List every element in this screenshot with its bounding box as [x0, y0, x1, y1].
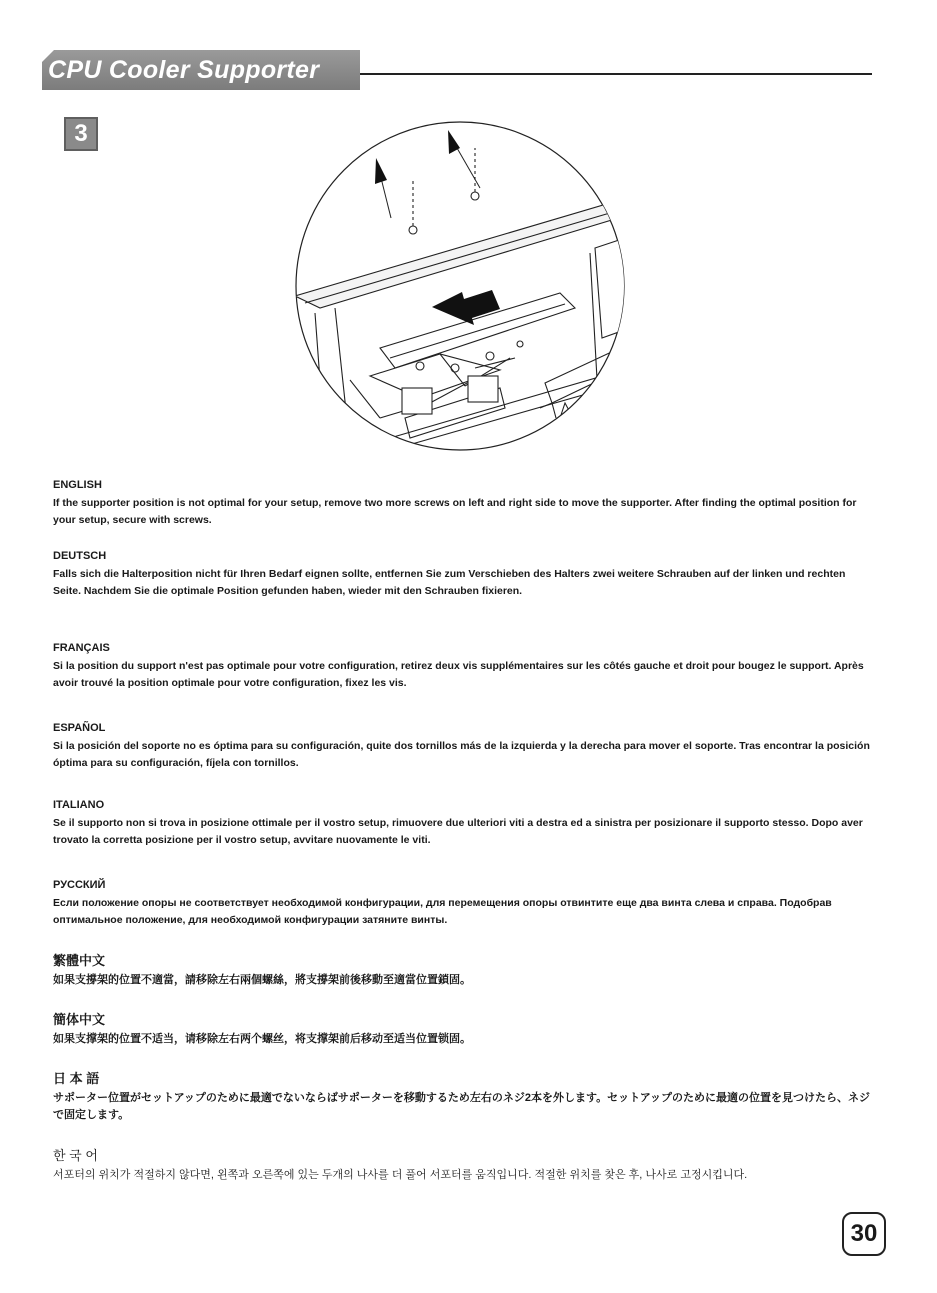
cooler-supporter-illustration — [290, 118, 640, 458]
lang-section-simplified-chinese — [53, 1012, 873, 1048]
lang-text: サポーター位置がセットアップのために最適でないならばサポーターを移動するため左右のネジ2本を外します。セットアップのために最適の位置を見つけたら、ネジで固定します。 — [53, 1092, 871, 1121]
lang-section-deutsch — [53, 549, 873, 600]
lang-heading: ITALIANO — [53, 799, 105, 811]
header-rule — [360, 73, 872, 75]
lang-section-traditional-chinese — [53, 953, 873, 989]
lang-heading: ENGLISH — [53, 479, 102, 491]
page-title: CPU Cooler Supporter — [48, 56, 320, 84]
lang-text: 如果支撐架的位置不適當，請移除左右兩個螺絲，將支撐架前後移動至適當位置鎖固。 — [53, 974, 471, 986]
lang-heading: 日 本 語 — [53, 1071, 100, 1086]
lang-section-japanese — [53, 1071, 873, 1124]
lang-heading: 한 국 어 — [53, 1148, 98, 1163]
lang-text: Если положение опоры не соответствует необходимой конфигурации, для перемещения опоры отвинтите еще два винта слева и справа. Подобрав оптимальное положение, для необходимой конфигурации затяните винты. — [53, 897, 832, 926]
page-number: 30 — [842, 1212, 886, 1256]
lang-heading: РУССКИЙ — [53, 879, 106, 891]
lang-section-russian — [53, 878, 873, 929]
lang-section-francais — [53, 641, 873, 692]
lang-heading: 簡体中文 — [53, 1012, 106, 1027]
lang-section-english — [53, 478, 873, 529]
lang-text: Se il supporto non si trova in posizione ottimale per il vostro setup, rimuovere due ulteriori viti a destra ed a sinistra per posizionare il supporto stesso. Dopo aver trovato la corretta posizione per il vostro setup, avvitare nuovamente le viti. — [53, 817, 863, 846]
lang-heading: FRANÇAIS — [53, 642, 110, 654]
lang-section-espanol — [53, 721, 873, 772]
lang-text: Si la position du support n'est pas optimale pour votre configuration, retirez deux vis supplémentaires sur les côtés gauche et droit pour bougez le support. Après avoir trouvé la position optimale pour votre configuration, fixez les vis. — [53, 660, 864, 689]
lang-text: Falls sich die Halterposition nicht für Ihren Bedarf eignen sollte, entfernen Sie zum Verschieben des Halters zwei weitere Schrauben auf der linken und rechten Seite. Nachdem Sie die optimale Position gefunden haben, wieder mit den Schrauben fixieren. — [53, 568, 846, 597]
lang-heading: DEUTSCH — [53, 550, 107, 562]
lang-text: If the supporter position is not optimal for your setup, remove two more screws on left and right side to move the supporter. After finding the optimal position for your setup, secure with screws. — [53, 497, 857, 526]
lang-text: 如果支撑架的位置不适当，请移除左右两个螺丝，将支撑架前后移动至适当位置锁固。 — [53, 1033, 471, 1045]
lang-text: 서포터의 위치가 적절하지 않다면, 왼쪽과 오른쪽에 있는 두개의 나사를 더 풀어 서포터를 움직입니다. 적절한 위치를 찾은 후, 나사로 고정시킵니다. — [53, 1169, 748, 1181]
step-badge: 3 — [64, 117, 98, 151]
lang-section-korean — [53, 1148, 873, 1184]
lang-text: Si la posición del soporte no es óptima para su configuración, quite dos tornillos más de la izquierda y la derecha para mover el soporte. Tras encontrar la posición óptima para su configuración, fíjela con tornillos. — [53, 740, 870, 769]
lang-heading: ESPAÑOL — [53, 722, 106, 734]
lang-heading: 繁體中文 — [53, 953, 106, 968]
lang-section-italiano — [53, 798, 873, 849]
